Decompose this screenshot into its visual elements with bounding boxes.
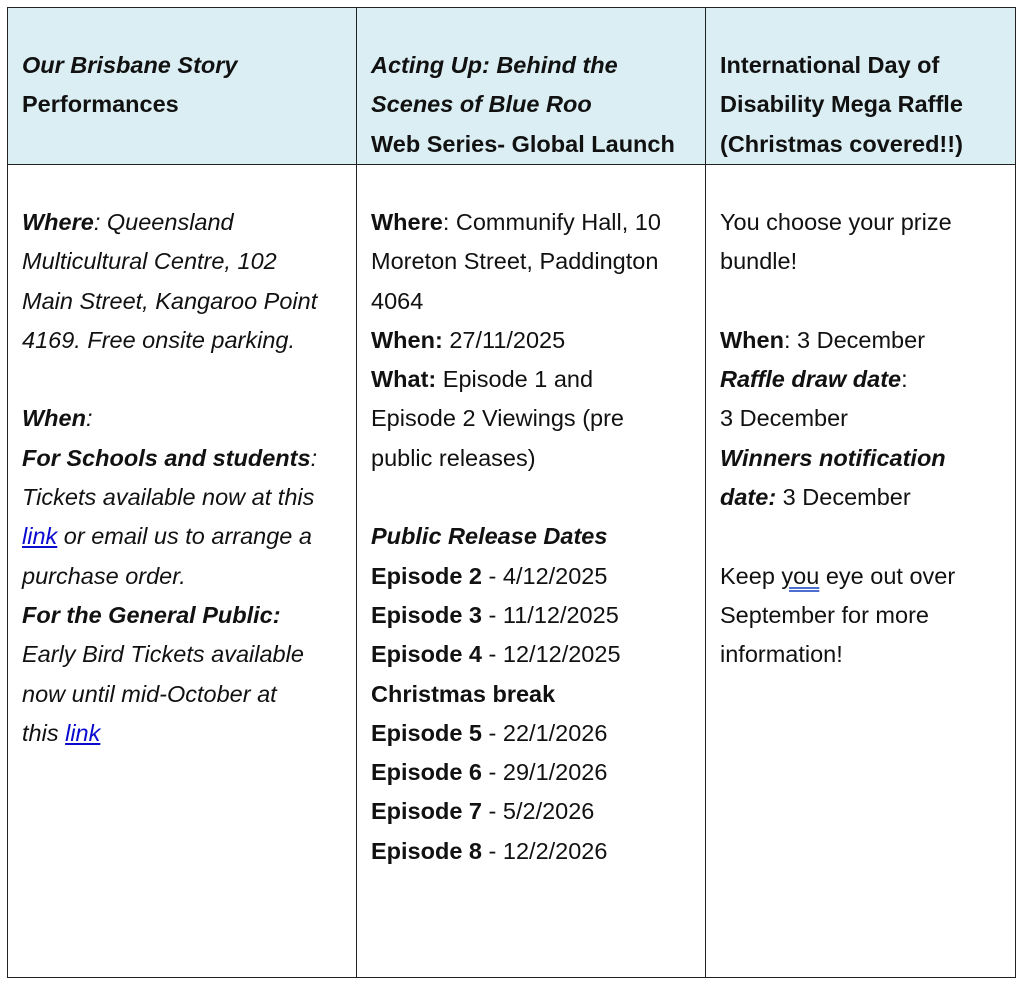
episode-row — [371, 832, 697, 871]
schools-label: For Schools and students — [22, 444, 311, 471]
episode-label: Episode 5 — [371, 719, 483, 746]
episode-date: - 4/12/2025 — [482, 562, 608, 589]
when-colon: : — [85, 405, 93, 432]
episode-label: Episode 8 — [371, 837, 483, 864]
episode-row — [371, 714, 697, 753]
when-label: When: — [371, 326, 443, 353]
what-label: What: — [371, 366, 437, 393]
when-value: 27/11/2025 — [442, 326, 566, 353]
schools-text-line: purchase order. — [22, 562, 186, 589]
spacer — [22, 360, 348, 399]
header-title: Web Series- Global Launch — [371, 130, 675, 157]
episode-row — [371, 792, 697, 831]
episode-label: Christmas break — [371, 680, 556, 707]
draw-value: 3 December — [720, 405, 848, 432]
details-acting-up — [357, 165, 706, 978]
schools-text: or email us to arrange a — [57, 523, 312, 550]
public-link-line — [22, 714, 348, 753]
winners-value: 3 December — [776, 484, 911, 511]
episode-label: Episode 4 — [371, 641, 483, 668]
header-row — [8, 8, 1016, 165]
what-value-line: public releases) — [371, 444, 536, 471]
keep-line — [720, 557, 1007, 596]
where-label: Where — [22, 209, 94, 235]
schools-text-line: Tickets available now at this — [22, 484, 315, 511]
keep-text-line: information! — [720, 641, 843, 668]
spacer — [720, 282, 1007, 321]
keep-after: eye out over — [819, 562, 956, 589]
schools-ticket-link[interactable]: link — [22, 523, 58, 550]
spacer — [720, 517, 1007, 556]
where-label: Where — [371, 209, 443, 235]
episode-label: Episode 2 — [371, 562, 483, 589]
winners-line — [720, 478, 1007, 517]
header-our-brisbane-story — [8, 8, 357, 165]
when-value: : 3 December — [783, 326, 926, 353]
details-our-brisbane-story — [8, 165, 357, 978]
episode-date: - 29/1/2026 — [482, 759, 608, 786]
episode-date: - 22/1/2026 — [482, 719, 608, 746]
where-value: : Queensland — [93, 209, 234, 235]
intro-line: You choose your prize — [720, 209, 952, 235]
where-value-line: Multicultural Centre, 102 — [22, 248, 277, 275]
draw-colon: : — [901, 366, 908, 393]
episode-label: Episode 7 — [371, 798, 483, 825]
schools-colon: : — [310, 444, 318, 471]
when-line — [371, 321, 697, 360]
episode-label: Episode 6 — [371, 759, 483, 786]
header-line: Disability Mega Raffle — [720, 91, 963, 118]
when-line — [22, 399, 348, 438]
keep-text-line: September for more — [720, 601, 929, 628]
draw-label: Raffle draw date — [720, 366, 902, 393]
episode-row — [371, 557, 697, 596]
where-line — [371, 203, 697, 242]
what-line — [371, 360, 697, 399]
events-table — [7, 7, 1016, 978]
episode-label: Episode 3 — [371, 601, 483, 628]
schools-line — [22, 439, 348, 478]
what-value: Episode 1 and — [436, 366, 594, 393]
where-value: : Communify Hall, 10 — [442, 209, 661, 235]
header-raffle — [706, 8, 1016, 165]
header-acting-up — [357, 8, 706, 165]
when-line — [720, 321, 1007, 360]
episode-date: - 5/2/2026 — [482, 798, 595, 825]
details-row — [8, 165, 1016, 978]
where-value-line: Main Street, Kangaroo Point — [22, 287, 318, 314]
episode-row — [371, 635, 697, 674]
episode-row — [371, 675, 697, 714]
details-raffle — [706, 165, 1016, 978]
public-text-line: Early Bird Tickets available — [22, 641, 304, 668]
release-heading: Public Release Dates — [371, 523, 608, 550]
episode-row — [371, 753, 697, 792]
header-italic-line: Acting Up: Behind the — [371, 52, 618, 78]
header-title: Performances — [22, 91, 179, 118]
where-value-line: Moreton Street, Paddington — [371, 248, 659, 275]
schools-link-line — [22, 517, 348, 556]
keep-squiggle-word: you — [781, 562, 820, 589]
episode-row — [371, 596, 697, 635]
where-value-line: 4064 — [371, 287, 424, 314]
where-value-line: 4169. Free onsite parking. — [22, 326, 296, 353]
header-line: International Day of — [720, 52, 940, 78]
winners-label: Winners notification — [720, 444, 946, 471]
intro-line: bundle! — [720, 248, 798, 275]
keep-before: Keep — [720, 562, 782, 589]
when-label: When — [22, 405, 86, 432]
winners-label-date: date: — [720, 484, 777, 511]
public-text: this — [22, 719, 66, 746]
when-label: When — [720, 326, 784, 353]
public-text-line: now until mid-October at — [22, 680, 277, 707]
public-ticket-link[interactable]: link — [65, 719, 101, 746]
spacer — [371, 478, 697, 517]
episode-date: - 11/12/2025 — [482, 601, 619, 628]
draw-line — [720, 360, 1007, 399]
where-line — [22, 203, 348, 242]
header-italic-line: Scenes of Blue Roo — [371, 91, 592, 118]
episode-date: - 12/12/2025 — [482, 641, 621, 668]
header-italic-title: Our Brisbane Story — [22, 52, 238, 78]
episode-date: - 12/2/2026 — [482, 837, 608, 864]
what-value-line: Episode 2 Viewings (pre — [371, 405, 624, 432]
public-label: For the General Public: — [22, 601, 281, 628]
header-line: (Christmas covered!!) — [720, 130, 963, 157]
